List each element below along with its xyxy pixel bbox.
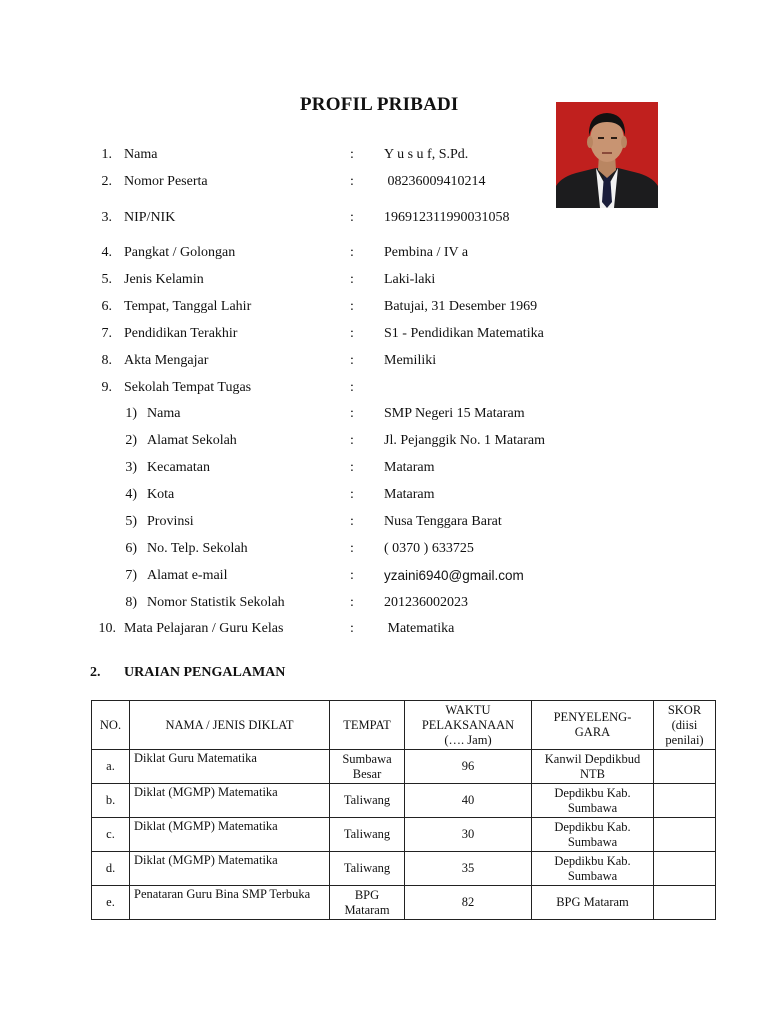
- cell-skor: [654, 886, 716, 920]
- school-label: Kota: [147, 487, 175, 502]
- field-colon: :: [350, 210, 354, 225]
- field-number: 10.: [98, 621, 116, 636]
- field-value: Y u s u f, S.Pd.: [384, 147, 469, 162]
- cell-tempat: Taliwang: [330, 784, 405, 818]
- cell-waktu: 35: [405, 852, 532, 886]
- field-label: Jenis Kelamin: [124, 272, 204, 287]
- field-colon: :: [350, 245, 354, 260]
- cell-nama: Diklat (MGMP) Matematika: [130, 784, 330, 818]
- section-number: 2.: [90, 665, 101, 680]
- school-label: Alamat e-mail: [147, 568, 228, 583]
- field-row-akta: [0, 353, 768, 373]
- school-row-kota: [0, 487, 768, 507]
- field-colon: :: [350, 380, 354, 395]
- field-row-mata-pelajaran: [0, 621, 768, 641]
- cell-penyelenggara: Depdikbu Kab. Sumbawa: [532, 784, 654, 818]
- school-row-telp: [0, 541, 768, 561]
- header-skor-line: penilai): [665, 732, 704, 747]
- cell-no: b.: [92, 784, 130, 818]
- table-row: [92, 784, 716, 818]
- field-label: Nama: [124, 147, 158, 162]
- header-no: NO.: [92, 701, 130, 750]
- school-row-kecamatan: [0, 460, 768, 480]
- field-number: 1.: [101, 147, 112, 162]
- field-value: S1 - Pendidikan Matematika: [384, 326, 544, 341]
- field-value: Matematika: [384, 621, 455, 636]
- field-label: Pangkat / Golongan: [124, 245, 236, 260]
- school-number: 6): [125, 541, 137, 556]
- cell-skor: [654, 852, 716, 886]
- field-row-pangkat: [0, 245, 768, 265]
- field-colon: :: [350, 326, 354, 341]
- field-row-sekolah: [0, 380, 768, 400]
- header-skor-line: (diisi: [671, 717, 698, 732]
- cell-waktu: 96: [405, 750, 532, 784]
- header-penyelenggara-line: GARA: [574, 725, 611, 739]
- field-colon: :: [350, 568, 354, 583]
- field-colon: :: [350, 174, 354, 189]
- field-value: 196912311990031058: [384, 210, 510, 225]
- cell-skor: [654, 818, 716, 852]
- school-value: Jl. Pejanggik No. 1 Mataram: [384, 433, 545, 448]
- school-label: Alamat Sekolah: [147, 433, 237, 448]
- field-number: 2.: [101, 174, 112, 189]
- cell-penyelenggara: Kanwil Depdikbud NTB: [532, 750, 654, 784]
- cell-waktu: 40: [405, 784, 532, 818]
- school-row-provinsi: [0, 514, 768, 534]
- school-row-alamat: [0, 433, 768, 453]
- table-row: [92, 750, 716, 784]
- field-label: Pendidikan Terakhir: [124, 326, 238, 341]
- field-colon: :: [350, 541, 354, 556]
- field-row-nip: [0, 210, 768, 230]
- school-value: SMP Negeri 15 Mataram: [384, 406, 525, 421]
- cell-penyelenggara: Depdikbu Kab. Sumbawa: [532, 852, 654, 886]
- school-label: Nomor Statistik Sekolah: [147, 595, 285, 610]
- cell-waktu: 82: [405, 886, 532, 920]
- field-value: Laki-laki: [384, 272, 436, 287]
- school-row-nama: [0, 406, 768, 426]
- field-number: 6.: [101, 299, 112, 314]
- school-value: Mataram: [384, 460, 435, 475]
- field-value: Memiliki: [384, 353, 437, 368]
- cell-skor: [654, 750, 716, 784]
- field-label: Tempat, Tanggal Lahir: [124, 299, 252, 314]
- field-row-nomor-peserta: [0, 174, 768, 194]
- table-header-row: [92, 701, 716, 750]
- school-number: 7): [125, 568, 137, 583]
- field-number: 4.: [101, 245, 112, 260]
- field-row-jenis-kelamin: [0, 272, 768, 292]
- field-colon: :: [350, 514, 354, 529]
- cell-waktu: 30: [405, 818, 532, 852]
- field-label: Sekolah Tempat Tugas: [124, 380, 252, 395]
- school-number: 2): [125, 433, 137, 448]
- experience-table: [91, 700, 716, 920]
- field-colon: :: [350, 299, 354, 314]
- cell-penyelenggara: BPG Mataram: [532, 886, 654, 920]
- school-value: Mataram: [384, 487, 435, 502]
- field-colon: :: [350, 147, 354, 162]
- field-colon: :: [350, 487, 354, 502]
- cell-tempat: Taliwang: [330, 852, 405, 886]
- cell-skor: [654, 784, 716, 818]
- field-colon: :: [350, 460, 354, 475]
- header-waktu-line: (…. Jam): [444, 732, 492, 747]
- header-nama: NAMA / JENIS DIKLAT: [130, 701, 330, 750]
- field-value: Batujai, 31 Desember 1969: [384, 299, 538, 314]
- school-label: Kecamatan: [147, 460, 210, 475]
- field-colon: :: [350, 621, 354, 636]
- field-number: 3.: [101, 210, 112, 225]
- field-number: 7.: [101, 326, 112, 341]
- header-skor-line: SKOR: [667, 702, 702, 717]
- cell-tempat: BPG Mataram: [330, 886, 405, 920]
- school-value: ( 0370 ) 633725: [384, 541, 474, 556]
- table-row: [92, 886, 716, 920]
- school-label: No. Telp. Sekolah: [147, 541, 248, 556]
- field-label: Nomor Peserta: [124, 174, 208, 189]
- field-number: 8.: [101, 353, 112, 368]
- cell-no: a.: [92, 750, 130, 784]
- header-penyelenggara: [532, 701, 654, 750]
- school-label: Provinsi: [147, 514, 194, 529]
- field-number: 9.: [101, 380, 112, 395]
- cell-no: e.: [92, 886, 130, 920]
- header-waktu-line: WAKTU: [445, 702, 491, 717]
- header-waktu: [405, 701, 532, 750]
- school-value: Nusa Tenggara Barat: [384, 514, 502, 529]
- page-title: PROFIL PRIBADI: [300, 94, 459, 115]
- cell-tempat: Taliwang: [330, 818, 405, 852]
- table-row: [92, 818, 716, 852]
- field-row-nama: [0, 147, 768, 167]
- cell-nama: Penataran Guru Bina SMP Terbuka: [130, 886, 330, 920]
- cell-tempat: Sumbawa Besar: [330, 750, 405, 784]
- cell-nama: Diklat (MGMP) Matematika: [130, 852, 330, 886]
- table-row: [92, 852, 716, 886]
- field-colon: :: [350, 595, 354, 610]
- cell-penyelenggara: Depdikbu Kab. Sumbawa: [532, 818, 654, 852]
- cell-no: c.: [92, 818, 130, 852]
- school-number: 1): [125, 406, 137, 421]
- section-title: URAIAN PENGALAMAN: [124, 665, 286, 680]
- school-number: 4): [125, 487, 137, 502]
- cell-nama: Diklat (MGMP) Matematika: [130, 818, 330, 852]
- school-number: 3): [125, 460, 137, 475]
- field-label: Mata Pelajaran / Guru Kelas: [124, 621, 284, 636]
- school-value: 201236002023: [384, 595, 468, 610]
- header-skor: [654, 701, 716, 750]
- field-number: 5.: [101, 272, 112, 287]
- school-email-value: yzaini6940@gmail.com: [384, 568, 524, 583]
- header-penyelenggara-line: PENYELENG-: [553, 710, 632, 724]
- school-row-email: [0, 568, 768, 588]
- field-value: 08236009410214: [384, 174, 486, 189]
- field-label: NIP/NIK: [124, 210, 176, 225]
- school-number: 5): [125, 514, 137, 529]
- school-row-nss: [0, 595, 768, 615]
- field-colon: :: [350, 433, 354, 448]
- field-colon: :: [350, 406, 354, 421]
- field-colon: :: [350, 353, 354, 368]
- school-number: 8): [125, 595, 137, 610]
- header-tempat: TEMPAT: [330, 701, 405, 750]
- field-colon: :: [350, 272, 354, 287]
- school-label: Nama: [147, 406, 181, 421]
- field-label: Akta Mengajar: [124, 353, 209, 368]
- field-row-pendidikan: [0, 326, 768, 346]
- field-value: Pembina / IV a: [384, 245, 469, 260]
- cell-nama: Diklat Guru Matematika: [130, 750, 330, 784]
- cell-no: d.: [92, 852, 130, 886]
- field-row-ttl: [0, 299, 768, 319]
- header-waktu-line: PELAKSANAAN: [421, 717, 515, 732]
